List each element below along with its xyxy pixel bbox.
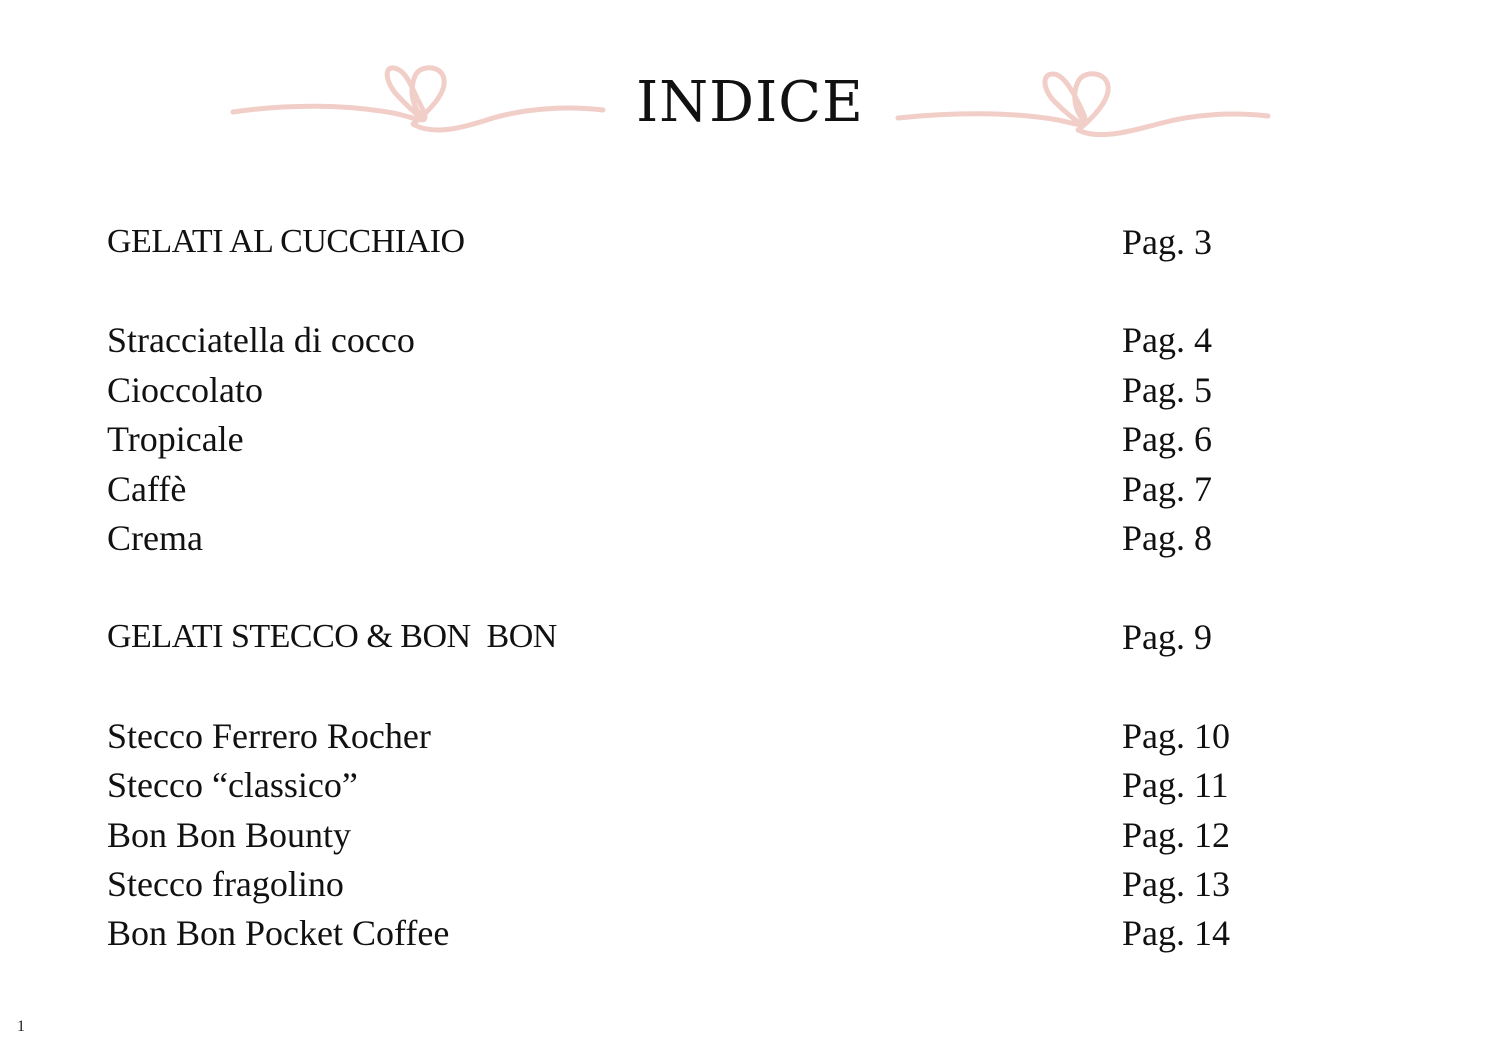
toc-page-ref: Pag. 4 — [1122, 320, 1212, 360]
heart-swirl-icon — [893, 60, 1273, 150]
toc-item-row[interactable] — [0, 316, 1500, 366]
toc-page-ref: Pag. 14 — [1122, 913, 1230, 953]
toc-item-row[interactable] — [0, 909, 1500, 959]
toc-page-ref: Pag. 6 — [1122, 419, 1212, 459]
toc-item-row[interactable] — [0, 415, 1500, 465]
toc-item-label: Stecco “classico” — [107, 765, 358, 805]
toc-item-row[interactable] — [0, 514, 1500, 564]
toc-item-label: Tropicale — [107, 419, 244, 459]
toc-item-label: Stecco Ferrero Rocher — [107, 716, 431, 756]
toc-item-label: Stracciatella di cocco — [107, 320, 415, 360]
toc-section-title: GELATI STECCO & BON BON — [107, 618, 557, 655]
toc-page-ref: Pag. 10 — [1122, 716, 1230, 756]
toc-item-row[interactable] — [0, 366, 1500, 416]
toc-item-label: Cioccolato — [107, 370, 263, 410]
toc-page-ref: Pag. 8 — [1122, 518, 1212, 558]
toc-item-row[interactable] — [0, 811, 1500, 861]
toc-item-label: Bon Bon Pocket Coffee — [107, 913, 450, 953]
toc-section-title: GELATI AL CUCCHIAIO — [107, 223, 465, 260]
toc-page-ref: Pag. 11 — [1122, 765, 1229, 805]
toc-item-label: Bon Bon Bounty — [107, 815, 352, 855]
toc-section-row[interactable] — [0, 218, 1500, 268]
toc-item-row[interactable] — [0, 712, 1500, 762]
toc-page-ref: Pag. 7 — [1122, 469, 1212, 509]
toc-item-row[interactable] — [0, 761, 1500, 811]
toc-page-ref: Pag. 5 — [1122, 370, 1212, 410]
toc-page-ref: Pag. 9 — [1122, 617, 1212, 657]
toc-page-ref: Pag. 13 — [1122, 864, 1230, 904]
toc-page-ref: Pag. 12 — [1122, 815, 1230, 855]
footer-page-number: 1 — [17, 1018, 25, 1035]
toc-section-row[interactable] — [0, 613, 1500, 663]
toc-page-ref: Pag. 3 — [1122, 222, 1212, 262]
toc-item-label: Crema — [107, 518, 203, 558]
toc-item-label: Caffè — [107, 469, 187, 509]
toc-item-row[interactable] — [0, 860, 1500, 910]
toc-item-row[interactable] — [0, 465, 1500, 515]
page-title: INDICE — [636, 70, 864, 135]
toc-item-label: Stecco fragolino — [107, 864, 344, 904]
